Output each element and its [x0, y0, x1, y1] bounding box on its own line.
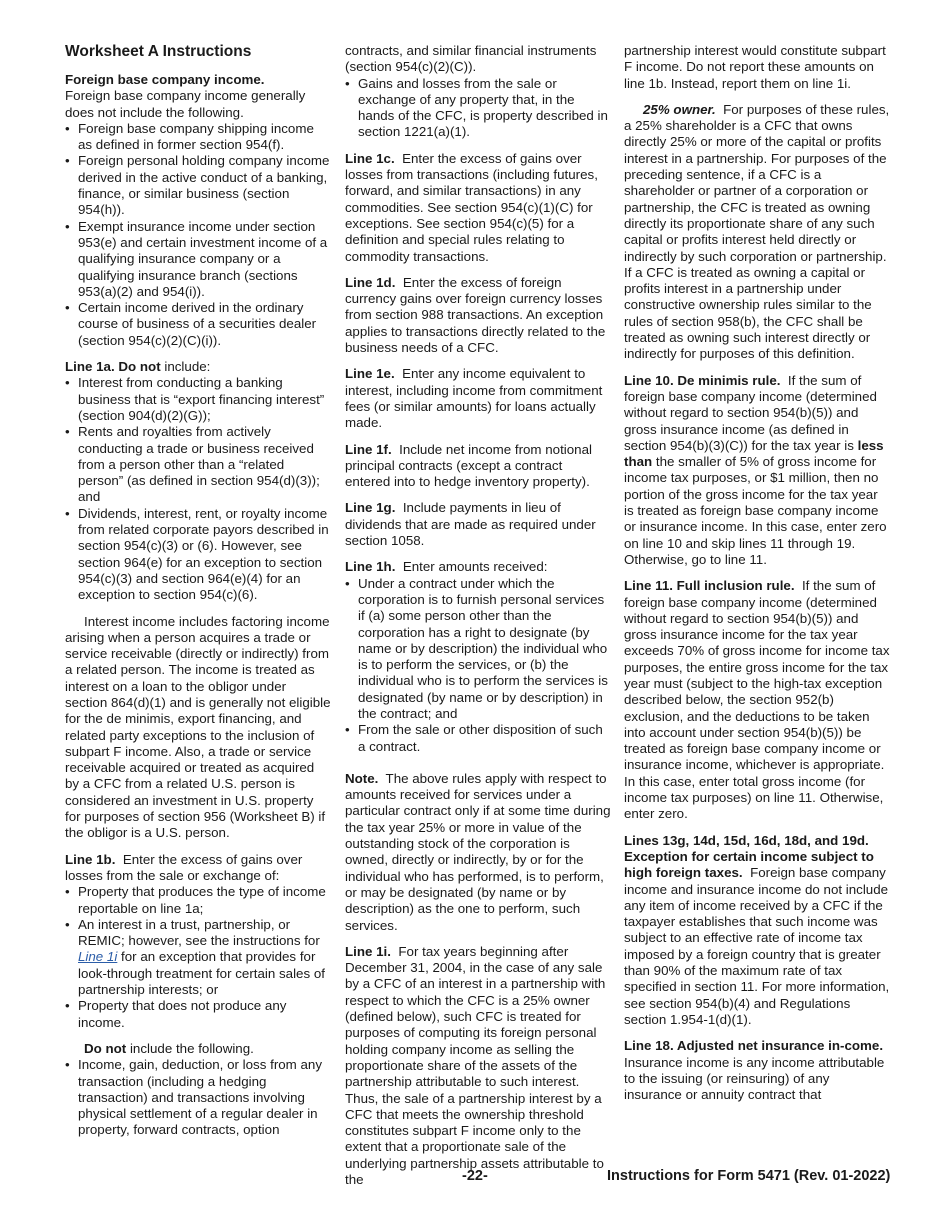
continued-text: contracts, and similar financial instruments (section 954(c)(2)(C)).	[345, 43, 597, 75]
column-2	[345, 43, 611, 1193]
note-paragraph: Note. The above rules apply with respect to amounts received for services under a particular contract only if at some time during the tax year 25% or more in value of the outstanding stock of the corporation is owned, directly or indirectly, by or for the individual who has performed, is to perform, or may be designated (by name or by description) as the one to perform, such services.	[345, 770, 611, 933]
continued-text: partnership interest would constitute subpart F income. Do not report these amounts on line 1b. Instead, report them on line 1i.	[624, 43, 886, 91]
fbci-intro: Foreign base company income generally does not include the following.	[65, 88, 306, 120]
continued-item: • Gains and losses from the sale or exchange of any property that, in the hands of the CFC, is property described in section 1221(a)(1).	[345, 76, 611, 141]
line-1g-paragraph: Line 1g. Include payments in lieu of dividends that are made as required under section 1058.	[345, 500, 596, 549]
form-title-footer: Instructions for Form 5471 (Rev. 01-2022)	[607, 1168, 891, 1184]
do-not-include-heading: Do not include the following.	[84, 1040, 254, 1056]
line-1b-item: • An interest in a trust, partnership, or REMIC; however, see the instructions for Line 1i for an exception that provides for look-through treatment for certain sales of partnership interests; or	[65, 917, 331, 998]
fbci-item: • Foreign personal holding company income derived in the active conduct of a banking, finance, or similar business (section 954(h)).	[65, 153, 331, 218]
line-1a-item: • Interest from conducting a banking business that is “export financing interest” (section 904(d)(2)(G));	[65, 375, 331, 424]
line-1d-paragraph: Line 1d. Enter the excess of foreign currency gains over foreign currency losses from section 988 transactions. An exception applies to transactions directly related to the business needs of a CFC.	[345, 274, 606, 356]
fbci-item: • Exempt insurance income under section 953(e) and certain investment income of a qualifying insurance company or a qualifying insurance branch (sections 953(a)(2) and 954(i)).	[65, 219, 331, 300]
line-10-paragraph: Line 10. De minimis rule. If the sum of foreign base company income (determined without regard to section 954(b)(5)) and gross insurance income (as defined in section 954(b)(3)(C)) for the tax year is less than the smaller of 5% of gross income for income tax purposes, or $1 million, then no portion of the gross income for the tax year is treated as foreign base company income or insurance income. In this case, enter zero on line 10 and skip lines 11 through 19. Otherwise, go to line 11.	[624, 372, 887, 567]
line-1b-paragraph: Line 1b. Enter the excess of gains over losses from the sale or exchange of:	[65, 851, 303, 883]
line-1i-paragraph: Line 1i. For tax years beginning after December 31, 2004, in the case of any sale by a CFC of an interest in a partnership with respect to which the CFC is a 25% owner (defined below), such CFC is treated for purposes of computing its foreign personal holding company income as selling the proportionate share of the assets of the partnership attributable to such interest. Thus, the sale of a partnership interest by a CFC that meets the ownership threshold constitutes subpart F income only to the extent that a proportionate sale of the underlying partnership assets attributable to the	[345, 943, 606, 1187]
page-number: -22-	[462, 1168, 488, 1184]
line-18-paragraph: Line 18. Adjusted net insurance in-come. Insurance income is any income attributable to the issuing (or reinsuring) of any insurance or annuity contract that	[624, 1038, 885, 1103]
line-1a-item: • Dividends, interest, rent, or royalty income from related corporate payors described in section 954(c)(3) or (6). However, see section 964(e) for an exception to section 954(c)(3) and section 964(e)(4) for an exception to section 954(c)(6).	[65, 506, 331, 604]
line-1e-paragraph: Line 1e. Enter any income equivalent to interest, including income from commitment fees (or similar amounts) for loans actually made.	[345, 366, 603, 431]
line-1h-heading: Line 1h. Enter amounts received:	[345, 559, 548, 575]
line-1c-paragraph: Line 1c. Enter the excess of gains over losses from transactions (including futures, forward, and similar transactions) in any commodities. See section 954(c)(1)(C) for exceptions. See section 954(c)(5) for a definition and special rules relating to commodity transactions.	[345, 150, 598, 264]
line-1b-item: • Property that does not produce any income.	[65, 998, 331, 1031]
column-1	[65, 43, 331, 1139]
owner-paragraph: 25% owner. For purposes of these rules, a 25% shareholder is a CFC that owns directly 25% or more of the capital or profits interest in a partnership. For purposes of the preceding sentence, if a CFC is a shareholder or partner of a corporation or partnership, the CFC is treated as owning directly its proportionate share of any such capital or profits interest held directly or indirectly by such corporation or partnership. If a CFC is treated as owning a capital or profits interest in a partnership under constructive ownership rules similar to the rules of section 958(b), the CFC shall be treated as owning such interest directly or indirectly for purposes of this definition.	[624, 101, 890, 362]
column-3	[624, 43, 890, 1108]
line-1a-item: • Rents and royalties from actively conducting a trade or business received from a person other than a “related person” (as defined in section 954(d)(3)); and	[65, 424, 331, 505]
fbci-item: • Certain income derived in the ordinary course of business of a securities dealer (section 954(c)(2)(C)(i)).	[65, 300, 331, 349]
lines-13g-19d-paragraph: Lines 13g, 14d, 15d, 16d, 18d, and 19d. Exception for certain income subject to high foreign taxes. Foreign base company income and insurance income do not include any item of income received by a CFC if the taxpayer establishes that such income was subject to an effective rate of income tax imposed by a foreign country that is greater than 90% of the maximum rate of tax specified in section 11. For more information, see section 954(b)(4) and Regulations section 1.954-1(d)(1).	[624, 832, 890, 1027]
fbci-heading: Foreign base company income.	[65, 72, 265, 87]
line-1h-item: • Under a contract under which the corporation is to furnish personal services if (a) some person other than the corporation has a right to designate (by name or by description) the individual who is to perform the services, or (b) the individual who is to perform the services is designated (by name or by description) in the contract; and	[345, 576, 611, 723]
interest-income-paragraph: Interest income includes factoring income arising when a person acquires a trade or service receivable (directly or indirectly) from a related person. The income is treated as interest on a loan to the obligor under section 864(d)(1) and is generally not eligible for the de minimis, export financing, and related party exceptions to the inclusion of subpart F income. Also, a trade or service receivable acquired or treated as acquired by a CFC from a related U.S. person is considered an investment in U.S. property for purposes of section 956 (Worksheet B) if the obligor is a U.S. person.	[65, 613, 331, 841]
line-1h-item: • From the sale or other disposition of such a contract.	[345, 722, 611, 755]
line-1a-heading: Line 1a. Do not include:	[65, 359, 211, 375]
do-not-include-item: • Income, gain, deduction, or loss from any transaction (including a hedging transaction) and transactions involving physical settlement of a regular dealer in property, forward contracts, option	[65, 1057, 331, 1138]
line-11-paragraph: Line 11. Full inclusion rule. If the sum of foreign base company income (determined without regard to section 954(b)(5)) and gross insurance income for the tax year exceeds 70% of gross income for income tax purposes, the entire gross income for the tax year must (subject to the high-tax exception described below, the section 952(b) exclusion, and the deductions to be taken into account under section 954(b)(5)) be treated as foreign base company income or insurance income, whichever is appropriate. In this case, enter total gross income (for income tax purposes) on line 11. Otherwise, enter zero.	[624, 578, 890, 822]
line-1i-link[interactable]: Line 1i	[78, 949, 118, 965]
worksheet-a-title: Worksheet A Instructions	[65, 43, 252, 60]
line-1b-item: • Property that produces the type of income reportable on line 1a;	[65, 884, 331, 917]
fbci-item: • Foreign base company shipping income as defined in former section 954(f).	[65, 121, 331, 154]
line-1f-paragraph: Line 1f. Include net income from notional principal contracts (except a contract entered into to hedge inventory property).	[345, 441, 592, 490]
